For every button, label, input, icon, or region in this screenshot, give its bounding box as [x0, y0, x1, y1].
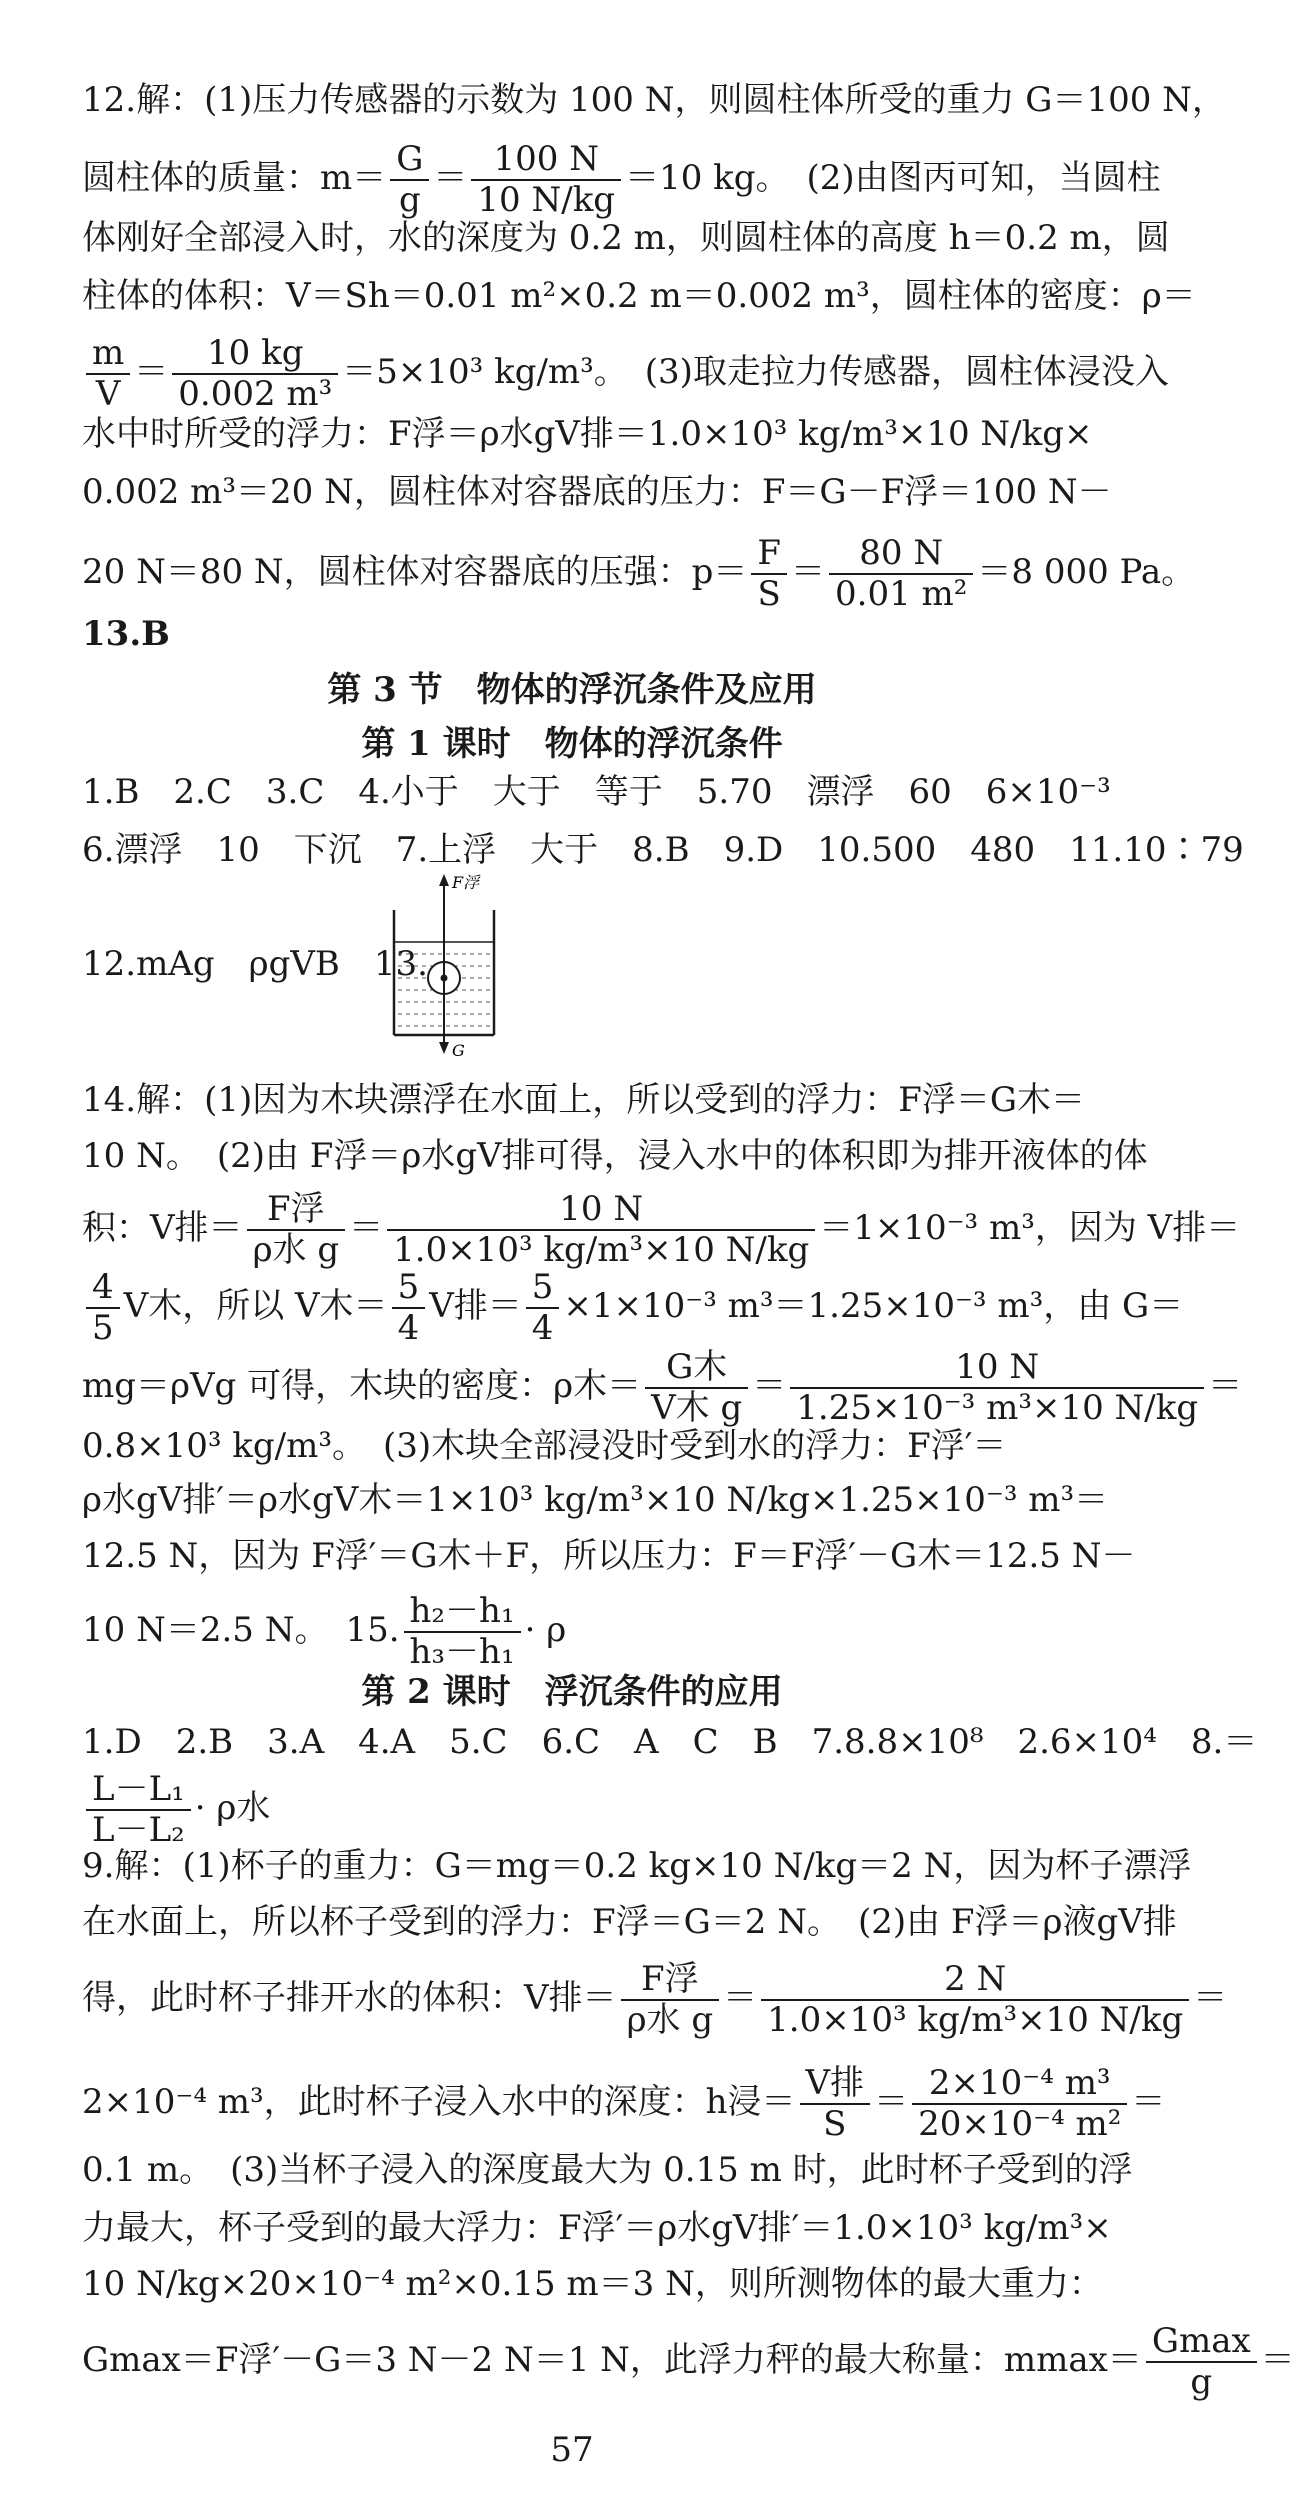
fraction: $\frac{100 N}{10 N/kg}$	[471, 140, 621, 220]
fraction: $\frac{10 N}{\text{1.0×10³ kg/m³×10 N/kg}}$	[387, 1190, 815, 1270]
q12-line-4: 柱体的体积：V＝Sh＝0.01 m²×0.2 m＝0.002 m³，圆柱体的密度：ρ＝	[82, 276, 1196, 316]
q12-line-2: 圆柱体的质量：m＝ $\frac{G}{g}$ ＝ $\frac{100 N}{10 N/kg}$ ＝10 kg。 (2)由图丙可知，当圆柱	[82, 139, 1161, 221]
q14-line-4: $\frac{4}{5}$ V木，所以 V木＝ $\frac{5}{4}$ V排＝ $\frac{5}{4}$ ×1×10⁻³ m³＝1.25×10⁻³ m³，由 G＝	[82, 1268, 1082, 1348]
q12-line-1: 12.解：(1)压力传感器的示数为 100 N，则圆柱体所受的重力 G＝100 N，	[82, 80, 1226, 120]
q14-line-2: 10 N。 (2)由 F浮＝ρ水gV排可得，浸入水中的体积即为排开液体的体	[82, 1136, 1148, 1176]
q14-line-5: mg＝ρVg 可得，木块的密度：ρ木＝ $\frac{\text{G木}}{\text{V木 g}}$ ＝ $\frac{10 N}{\text{1.25×10⁻³ m³×10 N/kg}}$ ＝	[82, 1347, 1243, 1429]
fraction: $\frac{\text{V排}}{S}$	[800, 2064, 871, 2144]
fraction: $\frac{\text{G木}}{\text{V木 g}}$	[645, 1348, 748, 1428]
q9-line-6: 力最大，杯子受到的最大浮力：F浮′＝ρ水gV排′＝1.0×10³ kg/m³×	[82, 2208, 1112, 2248]
q12-line-6: 水中时所受的浮力：F浮＝ρ水gV排＝1.0×10³ kg/m³×10 N/kg×	[82, 414, 1093, 454]
lesson1-title: 第 1 课时 物体的浮沉条件	[361, 724, 783, 764]
fraction: $\frac{\text{h₂－h₁}}{\text{h₃－h₁}}$	[404, 1592, 521, 1672]
fraction: $\frac{10 kg}{\text{0.002 m³}}$	[172, 334, 338, 414]
lesson1-answers-line-2: 6.漂浮 10 下沉 7.上浮 大于 8.B 9.D 10.500 480 11.10∶79	[82, 830, 1244, 870]
q9-line-1: 9.解：(1)杯子的重力：G＝mg＝0.2 kg×10 N/kg＝2 N，因为杯子漂浮	[82, 1846, 1192, 1886]
lesson2-answers-line-1: 1.D 2.B 3.A 4.A 5.C 6.C A C B 7.8.8×10⁸ 2.6×10⁴ 8.＝	[82, 1722, 1258, 1762]
q13-answer: 13.B	[82, 614, 170, 654]
fraction: $\frac{\text{2×10⁻⁴ m³}}{\text{20×10⁻⁴ m²}}$	[912, 2064, 1127, 2144]
fraction: $\frac{F}{S}$	[751, 534, 787, 614]
q14-line-3: 积：V排＝ $\frac{\text{F浮}}{\text{ρ水 g}}$ ＝ $\frac{10 N}{\text{1.0×10³ kg/m³×10 N/kg}}$ ＝1×10⁻³ m³，因为 V排＝	[82, 1189, 1241, 1271]
lesson2-title: 第 2 课时 浮沉条件的应用	[361, 1672, 783, 1712]
fraction: $\frac{Gmax}{g}$	[1146, 2322, 1257, 2402]
fraction: $\frac{2 N}{\text{1.0×10³ kg/m³×10 N/kg}}$	[761, 1960, 1189, 2040]
fraction: $\frac{5}{4}$	[526, 1268, 560, 1348]
q9-line-4: 2×10⁻⁴ m³，此时杯子浸入水中的深度：h浸＝ $\frac{\text{V排}}{S}$ ＝ $\frac{\text{2×10⁻⁴ m³}}{\text{20×10⁻⁴ m²}}$ ＝	[82, 2063, 1166, 2145]
fraction: $\frac{5}{4}$	[392, 1268, 426, 1348]
q14-line-9: 10 N＝2.5 N。 15. $\frac{\text{h₂－h₁}}{\text{h₃－h₁}}$ · ρ	[82, 1591, 567, 1673]
q9-line-2: 在水面上，所以杯子受到的浮力：F浮＝G＝2 N。 (2)由 F浮＝ρ液gV排	[82, 1902, 1177, 1942]
fraction: $\frac{m}{V}$	[86, 334, 130, 414]
lesson1-answers-line-3: 12.mAg ρgVB 13.	[82, 944, 428, 984]
buoyancy-label: F浮	[452, 873, 480, 892]
lesson2-answers-line-2: $\frac{\text{L－L₁}}{\text{L－L₂}}$ · ρ水	[82, 1770, 1082, 1850]
q12-line-3: 体刚好全部浸入时，水的深度为 0.2 m，则圆柱体的高度 h＝0.2 m，圆	[82, 218, 1170, 258]
fraction: $\frac{\text{L－L₁}}{\text{L－L₂}}$	[86, 1770, 191, 1850]
section-title: 第 3 节 物体的浮沉条件及应用	[327, 670, 817, 710]
fraction: $\frac{G}{g}$	[390, 140, 429, 220]
fraction: $\frac{\text{F浮}}{\text{ρ水 g}}$	[247, 1190, 346, 1270]
q14-line-7: ρ水gV排′＝ρ水gV木＝1×10³ kg/m³×10 N/kg×1.25×10⁻³ m³＝	[82, 1480, 1109, 1520]
fraction: $\frac{80 N}{\text{0.01 m²}}$	[829, 534, 973, 614]
page-number: 57	[550, 2430, 594, 2470]
q12-line-5: $\frac{m}{V}$ ＝ $\frac{10 kg}{\text{0.002 m³}}$ ＝5×10³ kg/m³。 (3)取走拉力传感器，圆柱体浸没入	[82, 334, 1082, 414]
q9-line-3: 得，此时杯子排开水的体积：V排＝ $\frac{\text{F浮}}{\text{ρ水 g}}$ ＝ $\frac{2 N}{\text{1.0×10³ kg/m³×10 N/kg}}$ ＝	[82, 1959, 1228, 2041]
buoyancy-force-diagram	[384, 870, 514, 1060]
q12-line-8: 20 N＝80 N，圆柱体对容器底的压强：p＝ $\frac{F}{S}$ ＝ $\frac{80 N}{\text{0.01 m²}}$ ＝8 000 Pa。	[82, 533, 1196, 615]
q9-line-8: Gmax＝F浮′－G＝3 N－2 N＝1 N，此浮力秤的最大称量：mmax＝ $\frac{Gmax}{g}$ ＝	[82, 2321, 1295, 2403]
fraction: $\frac{\text{F浮}}{\text{ρ水 g}}$	[621, 1960, 720, 2040]
q12-line-7: 0.002 m³＝20 N，圆柱体对容器底的压力：F＝G－F浮＝100 N－	[82, 472, 1112, 512]
q9-line-7: 10 N/kg×20×10⁻⁴ m²×0.15 m＝3 N，则所测物体的最大重力：	[82, 2264, 1103, 2304]
fraction: $\frac{10 N}{\text{1.25×10⁻³ m³×10 N/kg}}$	[790, 1348, 1204, 1428]
q14-line-1: 14.解：(1)因为木块漂浮在水面上，所以受到的浮力：F浮＝G木＝	[82, 1080, 1085, 1120]
fraction: $\frac{4}{5}$	[86, 1268, 120, 1348]
q9-line-5: 0.1 m。 (3)当杯子浸入的深度最大为 0.15 m 时，此时杯子受到的浮	[82, 2150, 1133, 2190]
q14-line-6: 0.8×10³ kg/m³。 (3)木块全部浸没时受到水的浮力：F浮′＝	[82, 1426, 1007, 1466]
q14-line-8: 12.5 N，因为 F浮′＝G木＋F，所以压力：F＝F浮′－G木＝12.5 N－	[82, 1536, 1136, 1576]
lesson1-answers-line-1: 1.B 2.C 3.C 4.小于 大于 等于 5.70 漂浮 60 6×10⁻³	[82, 772, 1111, 812]
gravity-label: G	[452, 1041, 465, 1060]
